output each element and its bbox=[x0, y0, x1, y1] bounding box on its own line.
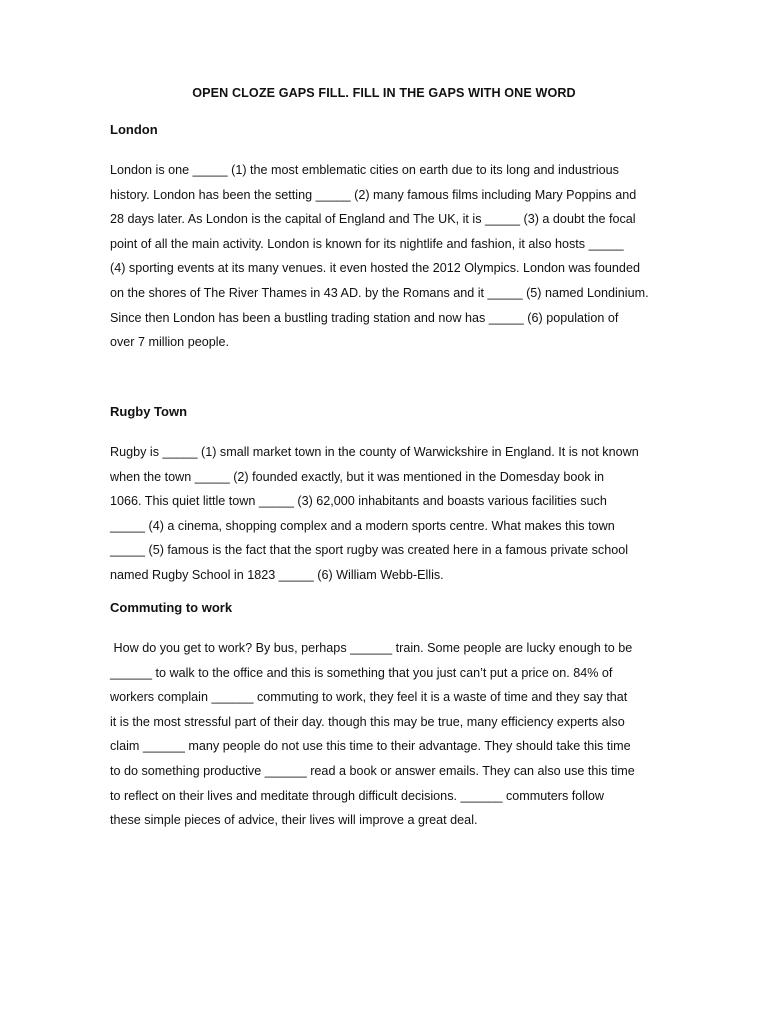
text-line: these simple pieces of advice, their lives will improve a great deal. bbox=[110, 813, 478, 828]
text-line: to do something productive ______ read a book or answer emails. They can also use this time bbox=[110, 763, 635, 778]
section-heading-commuting-to-work: Commuting to work bbox=[110, 600, 233, 615]
text-line: 1066. This quiet little town _____ (3) 62,000 inhabitants and boasts various facilities such bbox=[110, 494, 607, 509]
text-line: named Rugby School in 1823 _____ (6) William Webb-Ellis. bbox=[110, 567, 444, 582]
text-line: _____ (5) famous is the fact that the sport rugby was created here in a famous private school bbox=[110, 543, 629, 558]
section-commuting-to-work bbox=[110, 600, 670, 833]
text-line: it is the most stressful part of their day. though this may be true, many efficiency experts also bbox=[110, 714, 625, 729]
text-line: Since then London has been a bustling trading station and now has _____ (6) population of bbox=[110, 310, 619, 325]
paragraph-rugby-town bbox=[110, 440, 670, 588]
paragraph-commuting-to-work bbox=[110, 636, 670, 833]
text-line: to reflect on their lives and meditate through difficult decisions. ______ commuters follow bbox=[110, 788, 604, 803]
section-london bbox=[110, 122, 670, 355]
text-line: claim ______ many people do not use this time to their advantage. They should take this time bbox=[110, 739, 631, 754]
text-line: How do you get to work? By bus, perhaps ______ train. Some people are lucky enough to be bbox=[110, 641, 633, 655]
text-line: history. London has been the setting _____ (2) many famous films including Mary Poppins and bbox=[110, 187, 637, 202]
text-line: _____ (4) a cinema, shopping complex and a modern sports centre. What makes this town bbox=[110, 518, 615, 533]
text-line: Rugby is _____ (1) small market town in the county of Warwickshire in England. It is not known bbox=[110, 445, 639, 459]
text-line: over 7 million people. bbox=[110, 335, 230, 350]
section-heading-rugby-town: Rugby Town bbox=[110, 404, 188, 419]
text-line: 28 days later. As London is the capital of England and The UK, it is _____ (3) a doubt the focal bbox=[110, 212, 636, 227]
page-title: OPEN CLOZE GAPS FILL. FILL IN THE GAPS WITH ONE WORD bbox=[192, 86, 576, 100]
text-line: London is one _____ (1) the most emblematic cities on earth due to its long and industrious bbox=[110, 163, 619, 177]
paragraph-london bbox=[110, 158, 670, 355]
text-line: workers complain ______ commuting to work, they feel it is a waste of time and they say that bbox=[110, 690, 628, 705]
text-line: point of all the main activity. London is known for its nightlife and fashion, it also hosts _____ bbox=[110, 236, 624, 251]
text-line: on the shores of The River Thames in 43 AD. by the Romans and it _____ (5) named Londinium. bbox=[110, 285, 649, 300]
section-rugby-town bbox=[110, 404, 670, 588]
text-line: when the town _____ (2) founded exactly, but it was mentioned in the Domesday book in bbox=[110, 469, 605, 484]
section-heading-london: London bbox=[110, 122, 158, 137]
text-line: (4) sporting events at its many venues. it even hosted the 2012 Olympics. London was founded bbox=[110, 261, 640, 276]
text-line: ______ to walk to the office and this is something that you just can’t put a price on. 84% of bbox=[110, 665, 613, 680]
